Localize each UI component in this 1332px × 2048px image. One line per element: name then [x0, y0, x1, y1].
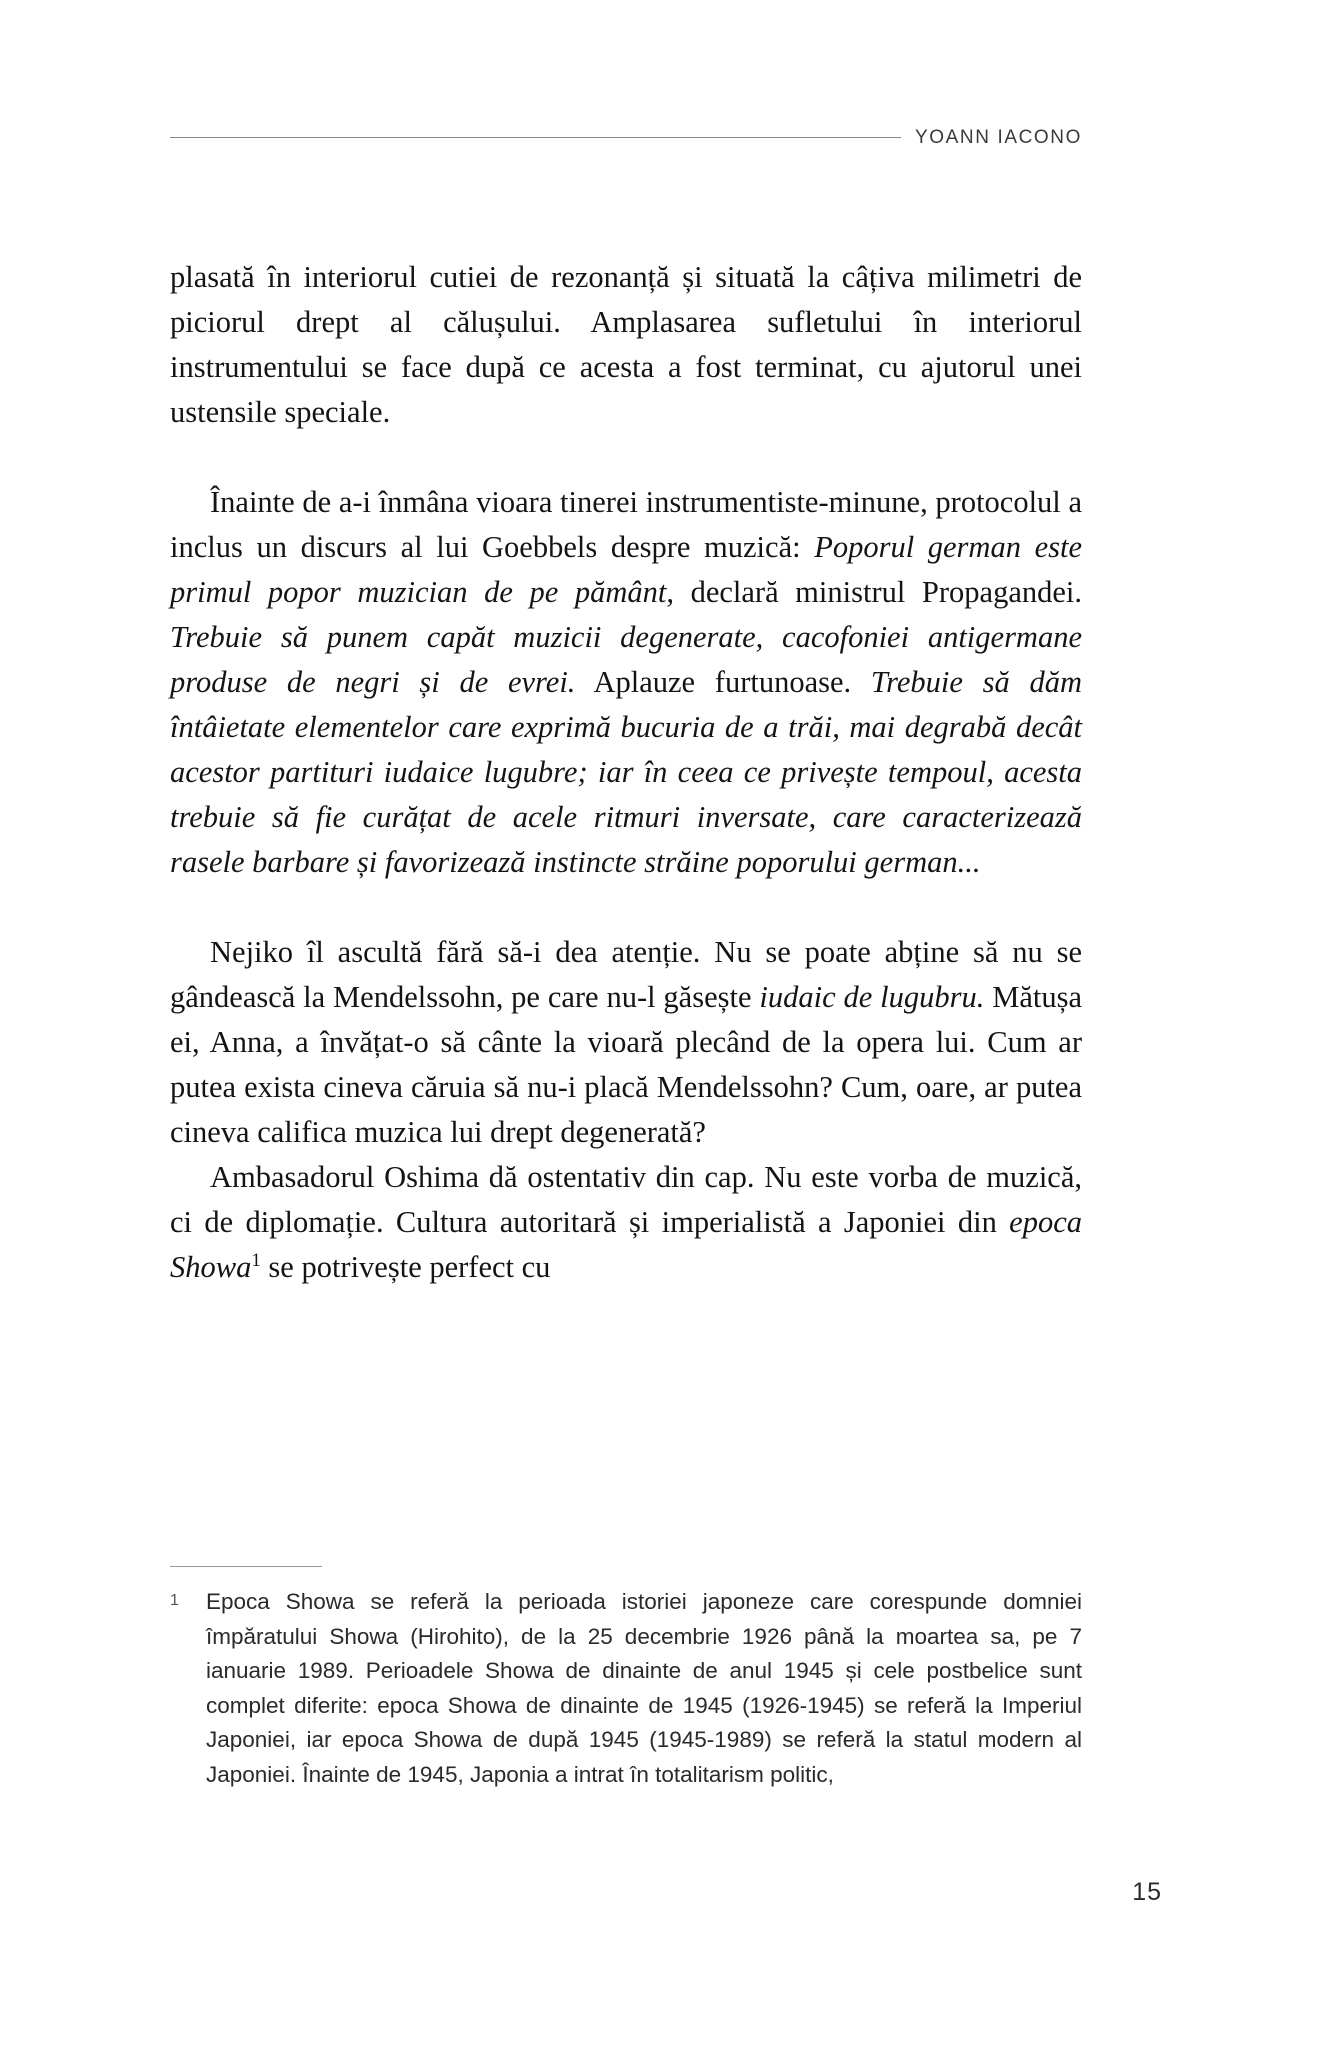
paragraph-4-italic-phrase: epoca Showa: [170, 1205, 1082, 1284]
quote-attribution-2: Aplauze furtunoase.: [575, 665, 871, 699]
quote-attribution-1: declară ministrul Propagandei.: [673, 575, 1082, 609]
text-column: [170, 255, 1082, 1290]
quote-segment-3: Trebuie să dăm întâietate elementelor care exprimă bucuria de a trăi, mai degrabă decât acestor partituri iudaice lugubre; iar în ceea ce privește tempoul, acesta trebuie să fie curățat de acele ritmuri inversate, care caracterizează rasele barbare și favorizează instincte străine poporului german...: [170, 665, 1082, 879]
footnote-text: Epoca Showa se referă la perioada istoriei japoneze care corespunde domniei împăratului Showa (Hirohito), de la 25 decembrie 1926 până la moartea sa, pe 7 ianuarie 1989. Perioadele Showa de dinainte de anul 1945 și cele postbelice sunt complet diferite: epoca Showa de dinainte de 1945 (1926-1945) se referă la Imperiul Japoniei, iar epoca Showa de după 1945 (1945-1989) se referă la statul modern al Japoniei. Înainte de 1945, Japonia a intrat în totalitarism politic,: [206, 1589, 1082, 1787]
footnote-marker: 1: [170, 1592, 179, 1609]
paragraph-4: [170, 1155, 1082, 1290]
paragraph-2-lead-in: Înainte de a-i înmâna vioara tinerei instrumentiste-minune, protocolul a inclus un discurs al lui Goebbels despre muzică:: [170, 485, 1082, 564]
paragraph-1: [170, 255, 1082, 435]
paragraph-3-lead-in: Nejiko îl ascultă fără să-i dea atenție. Nu se poate abține să nu se gândească la Mendelssohn, pe care nu-l găsește: [170, 935, 1082, 1014]
paragraph-3-remainder: Mătușa ei, Anna, a învățat-o să cânte la vioară plecând de la opera lui. Cum ar putea exista cineva căruia să nu-i placă Mendelssohn? Cum, oare, ar putea cineva califica muzica lui drept degenerată?: [170, 980, 1082, 1149]
paragraph-4-lead-in: Ambasadorul Oshima dă ostentativ din cap. Nu este vorba de muzică, ci de diplomație. Cultura autoritară și imperialistă a Japoniei din: [170, 1160, 1082, 1239]
running-head-rule: [170, 137, 901, 138]
running-head: [170, 128, 1082, 147]
paragraph-2: [170, 480, 1082, 885]
quote-segment-1: Poporul german este primul popor muzician de pe pământ,: [170, 530, 1082, 609]
running-head-author: YOANN IACONO: [915, 127, 1082, 148]
paragraph-1-text: plasată în interiorul cutiei de rezonanță și situată la câțiva milimetri de piciorul drept al călușului. Amplasarea sufletului în interiorul instrumentului se face după ce acesta a fost terminat, cu ajutorul unei ustensile speciale.: [170, 260, 1082, 429]
page-number: 15: [1132, 1878, 1162, 1906]
footnote-area: [170, 1566, 1082, 1792]
paragraph-4-remainder: se potrivește perfect cu: [260, 1250, 551, 1284]
footnote-separator-rule: [170, 1566, 322, 1567]
footnote-reference-marker[interactable]: 1: [251, 1249, 261, 1271]
quote-segment-2: Trebuie să punem capăt muzicii degenerate, cacofoniei antigermane produse de negri și de evrei.: [170, 620, 1082, 699]
paragraph-3-italic-phrase: iudaic de lugubru.: [759, 980, 985, 1014]
footnote-1: [170, 1585, 1082, 1792]
paragraph-3: [170, 930, 1082, 1155]
